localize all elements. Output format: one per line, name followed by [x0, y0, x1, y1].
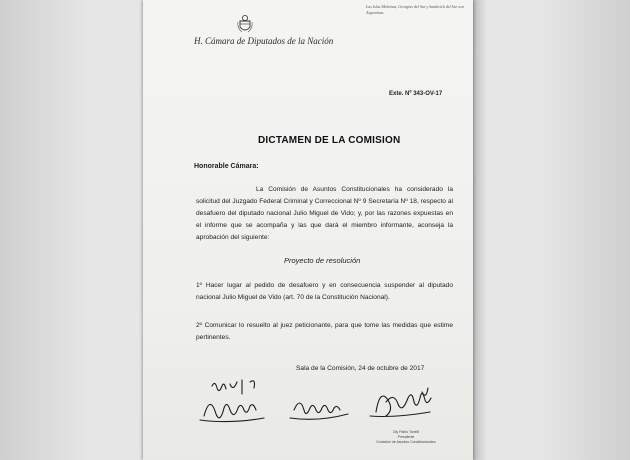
file-number: Exte. Nº 343-OV-17	[389, 91, 443, 97]
paragraph-article-1: 1º Hacer lugar al pedido de desafuero y en consecuencia suspender al diputado nacional Julio Miguel de Vido (art. 70 de la Constitución Nacional).	[196, 282, 453, 301]
paragraph-considerations: La Comisión de Asuntos Constitucionales ha considerado la solicitud del Juzgado Federal Criminal y Correccional Nº 9 Secretaría Nº 18, respecto al desafuero del diputado nacional Julio Miguel de Vido; y, por las razones expuestas en el informe que se acompaña y las que dará el miembro informante, aconseja la aprobación del siguiente:	[196, 186, 453, 241]
sheet-shadow	[473, 0, 487, 460]
document-title: DICTAMEN DE LA COMISION	[258, 135, 401, 146]
paragraph-article-2: 2º Comunicar lo resuelto al juez peticionante, para que tome las medidas que estime pertinentes.	[196, 322, 453, 341]
chamber-letterhead: H. Cámara de Diputados de la Nación	[194, 36, 334, 46]
signer-name: Diy Pablo Tonelli	[393, 430, 419, 434]
handwritten-signatures	[190, 372, 470, 432]
signer-role: Presidente	[397, 435, 415, 439]
addressee: Honorable Cámara:	[194, 163, 259, 170]
signer-block	[376, 430, 436, 445]
letterhead-motto: Las Islas Malvinas, Georgias del Sur y Sandwich del Sur son Argentinas	[366, 4, 464, 15]
coat-of-arms-icon	[237, 14, 253, 34]
place-and-date: Sala de la Comisión, 24 de octubre de 2017	[296, 365, 425, 372]
signer-committee: Comisión de Asuntos Constitucionales	[376, 440, 436, 444]
resolution-subtitle: Proyecto de resolución	[284, 256, 361, 265]
